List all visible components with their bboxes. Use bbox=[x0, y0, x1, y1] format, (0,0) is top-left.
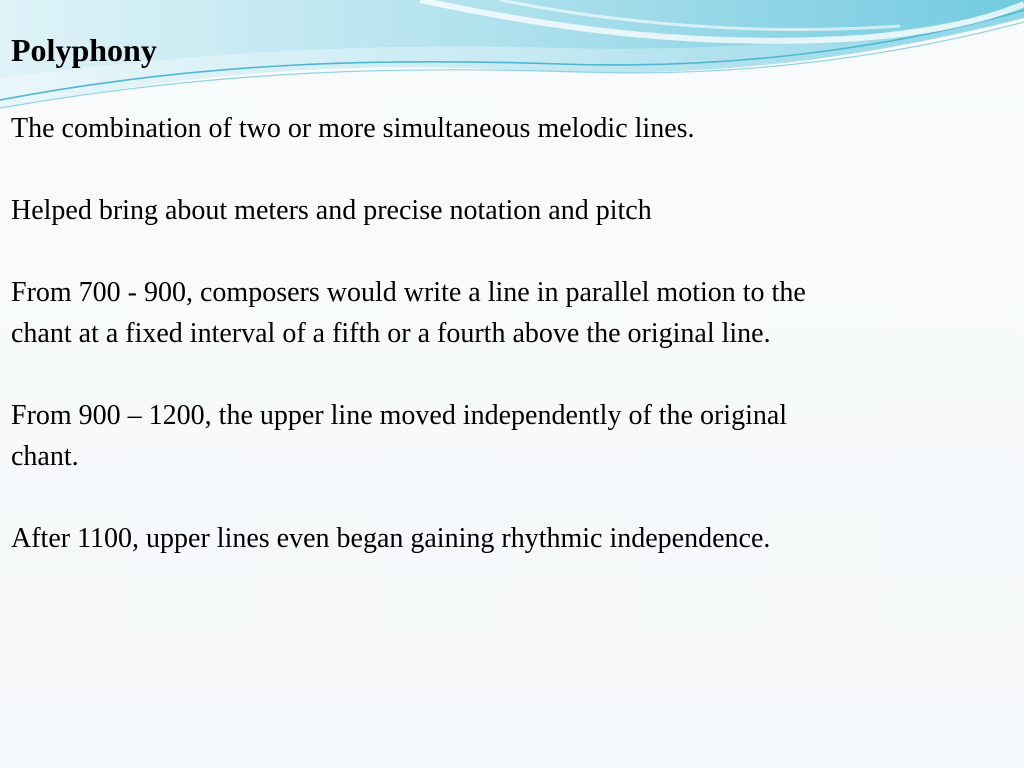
paragraph-900-1200: From 900 – 1200, the upper line moved independently of the original chant. bbox=[11, 400, 788, 472]
paragraph-after-1100: After 1100, upper lines even began gaining rhythmic independence. bbox=[11, 523, 771, 554]
slide-title: Polyphony bbox=[11, 32, 157, 68]
paragraph-meters: Helped bring about meters and precise notation and pitch bbox=[11, 195, 652, 226]
paragraph-700-900: From 700 - 900, composers would write a line in parallel motion to the chant at a fixed interval of a fifth or a fourth above the original line. bbox=[11, 277, 806, 349]
paragraph-definition: The combination of two or more simultaneous melodic lines. bbox=[11, 113, 695, 144]
slide-content bbox=[11, 30, 811, 600]
